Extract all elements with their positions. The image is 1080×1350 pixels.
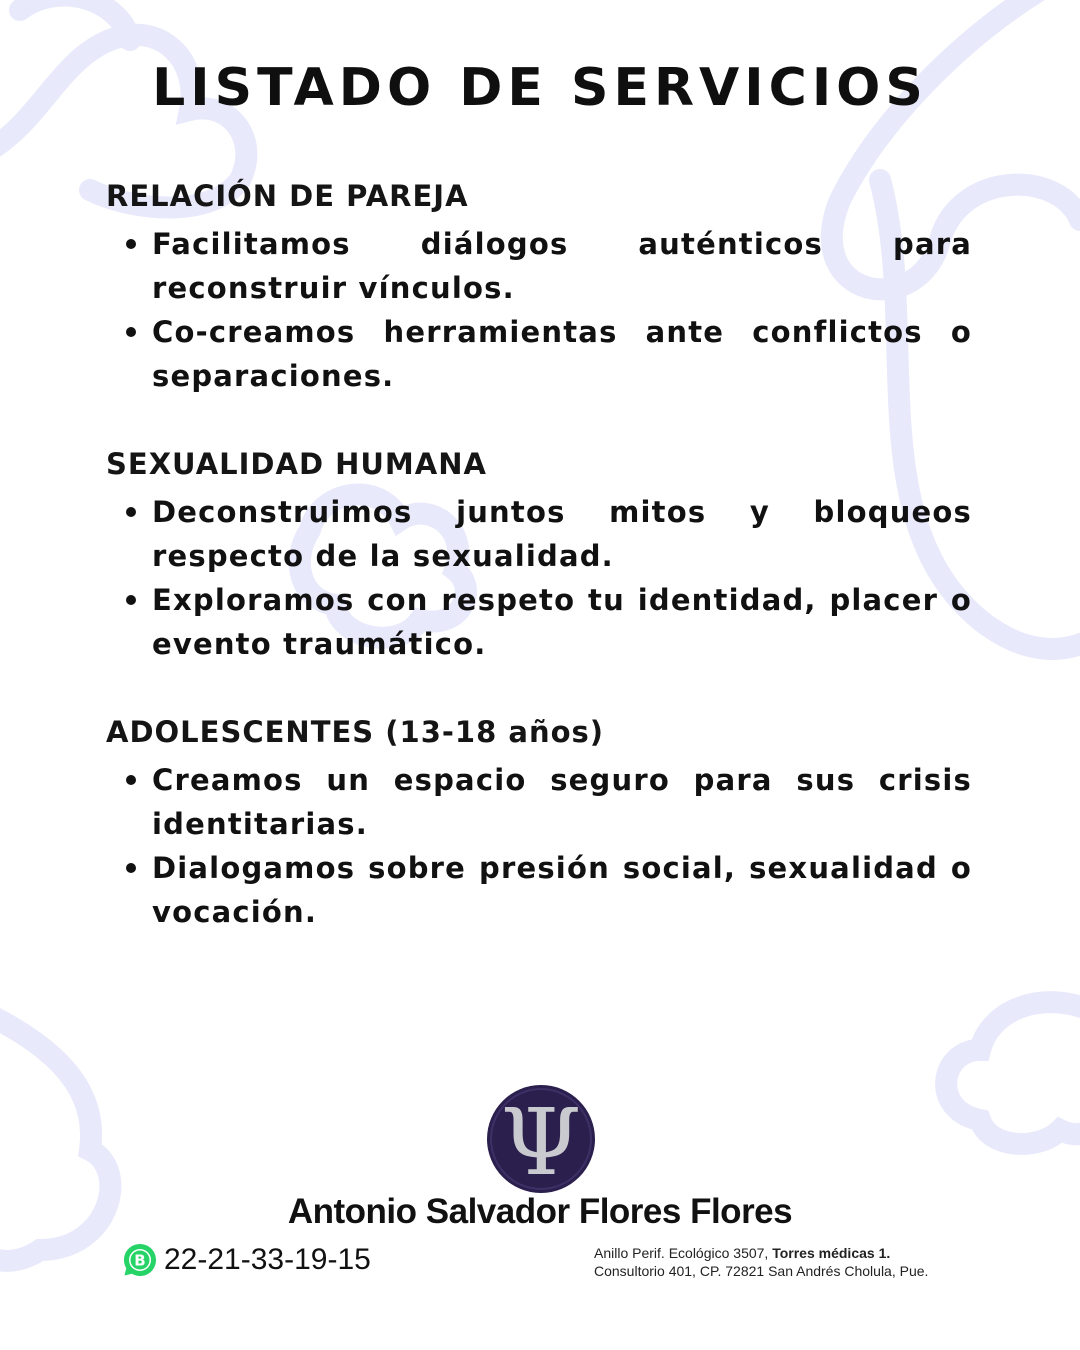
- section-heading: SEXUALIDAD HUMANA: [106, 447, 487, 481]
- phone-number: 22-21-33-19-15: [164, 1243, 371, 1276]
- bullet-text: Deconstruimos juntos mitos y bloqueos respecto de la sexualidad.: [152, 495, 972, 573]
- bullet-dot-icon: [126, 507, 136, 517]
- address-building: Torres médicas 1.: [772, 1245, 891, 1261]
- address: [594, 1244, 972, 1280]
- address-line1: Anillo Perif. Ecológico 3507,: [594, 1245, 773, 1261]
- section-heading: ADOLESCENTES (13-18 años): [106, 715, 605, 749]
- bullet-item: [106, 846, 972, 934]
- bullet-dot-icon: [126, 775, 136, 785]
- bullet-item: [106, 578, 972, 666]
- service-section-pareja: [106, 176, 972, 398]
- bullet-dot-icon: [126, 239, 136, 249]
- bullet-list: [106, 758, 972, 934]
- service-section-adolescentes: [106, 712, 972, 934]
- address-line2: Consultorio 401, CP. 72821 San Andrés Cholula, Pue.: [594, 1263, 929, 1279]
- bullet-text: Facilitamos diálogos auténticos para reconstruir vínculos.: [152, 227, 972, 305]
- bullet-text: Dialogamos sobre presión social, sexualidad o vocación.: [152, 851, 972, 929]
- whatsapp-business-icon: [122, 1242, 158, 1278]
- psi-logo-icon: [484, 1082, 598, 1196]
- psi-symbol: Ψ: [500, 1089, 582, 1196]
- services-list: [106, 176, 972, 980]
- bullet-list: [106, 222, 972, 398]
- bullet-dot-icon: [126, 327, 136, 337]
- bullet-item: [106, 310, 972, 398]
- bullet-text: Creamos un espacio seguro para sus crisis identitarias.: [152, 763, 972, 841]
- bullet-dot-icon: [126, 595, 136, 605]
- svg-text:B: B: [134, 1251, 146, 1270]
- page-title: LISTADO DE SERVICIOS: [152, 58, 928, 118]
- bullet-dot-icon: [126, 863, 136, 873]
- bullet-item: [106, 758, 972, 846]
- practitioner-name: Antonio Salvador Flores Flores: [287, 1192, 793, 1231]
- bullet-list: [106, 490, 972, 666]
- bullet-item: [106, 222, 972, 310]
- section-heading: RELACIÓN DE PAREJA: [106, 179, 469, 213]
- bullet-text: Exploramos con respeto tu identidad, placer o evento traumático.: [152, 583, 972, 661]
- bullet-item: [106, 490, 972, 578]
- service-section-sexualidad: [106, 444, 972, 666]
- bullet-text: Co-creamos herramientas ante conflictos o separaciones.: [152, 315, 972, 393]
- phone-contact[interactable]: [122, 1240, 371, 1280]
